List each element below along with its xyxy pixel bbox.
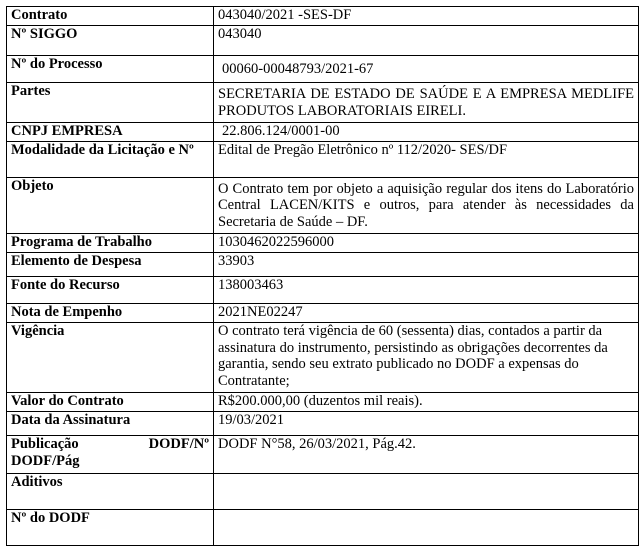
row-siggo [7, 26, 639, 56]
row-partes [7, 83, 639, 123]
row-vigencia [7, 323, 639, 393]
label-dodf-numero: DODF/Nº [148, 436, 209, 452]
label-dodf-pagina: DODF/Pág [11, 452, 80, 469]
label-fonte: Fonte do Recurso [7, 277, 214, 304]
label-aditivos: Aditivos [7, 474, 214, 510]
label-dodf: Nº do DODF [7, 510, 214, 546]
value-objeto: O Contrato tem por objeto a aquisição regular dos itens do Laboratório Central LACEN/KITS e outros, para atender às necessidades da Secretaria de Saúde – DF. [214, 178, 639, 234]
row-dodf [7, 510, 639, 546]
value-processo: 00060-00048793/2021-67 [214, 56, 639, 83]
label-vigencia: Vigência [7, 323, 214, 393]
row-processo [7, 56, 639, 83]
value-publicacao: DODF N°58, 26/03/2021, Pág.42. [214, 436, 639, 474]
label-publicacao [7, 436, 214, 474]
row-assinatura [7, 412, 639, 436]
value-partes: SECRETARIA DE ESTADO DE SAÚDE E A EMPRESA MEDLIFE PRODUTOS LABORATORIAIS EIRELI. [214, 83, 639, 123]
label-elemento: Elemento de Despesa [7, 253, 214, 277]
label-valor: Valor do Contrato [7, 393, 214, 412]
row-elemento [7, 253, 639, 277]
label-partes: Partes [7, 83, 214, 123]
row-cnpj [7, 123, 639, 142]
value-empenho: 2021NE02247 [214, 304, 639, 323]
value-elemento: 33903 [214, 253, 639, 277]
value-cnpj: 22.806.124/0001-00 [214, 123, 639, 142]
label-publicacao-word: Publicação [11, 436, 79, 452]
contract-summary-table [6, 6, 639, 546]
value-siggo: 043040 [214, 26, 639, 56]
label-modalidade: Modalidade da Licitação e Nº [7, 142, 214, 178]
label-processo: Nº do Processo [7, 56, 214, 83]
row-aditivos [7, 474, 639, 510]
label-programa: Programa de Trabalho [7, 234, 214, 253]
value-modalidade: Edital de Pregão Eletrônico nº 112/2020- SES/DF [214, 142, 639, 178]
value-dodf [214, 510, 639, 546]
publicacao-label-line [11, 436, 209, 453]
value-contrato: 043040/2021 -SES-DF [214, 7, 639, 26]
label-contrato: Contrato [7, 7, 214, 26]
row-empenho [7, 304, 639, 323]
label-cnpj: CNPJ EMPRESA [7, 123, 214, 142]
row-fonte [7, 277, 639, 304]
label-assinatura: Data da Assinatura [7, 412, 214, 436]
row-programa [7, 234, 639, 253]
row-contrato [7, 7, 639, 26]
label-empenho: Nota de Empenho [7, 304, 214, 323]
row-modalidade [7, 142, 639, 178]
value-programa: 1030462022596000 [214, 234, 639, 253]
label-objeto: Objeto [7, 178, 214, 234]
value-aditivos [214, 474, 639, 510]
row-publicacao [7, 436, 639, 474]
row-valor [7, 393, 639, 412]
label-siggo: Nº SIGGO [7, 26, 214, 56]
value-valor: R$200.000,00 (duzentos mil reais). [214, 393, 639, 412]
value-fonte: 138003463 [214, 277, 639, 304]
value-vigencia: O contrato terá vigência de 60 (sessenta) dias, contados a partir da assinatura do instrumento, persistindo as obrigações decorrentes da garantia, sendo seu extrato publicado no DODF a expensas do Contratante; [214, 323, 639, 393]
value-assinatura: 19/03/2021 [214, 412, 639, 436]
row-objeto [7, 178, 639, 234]
